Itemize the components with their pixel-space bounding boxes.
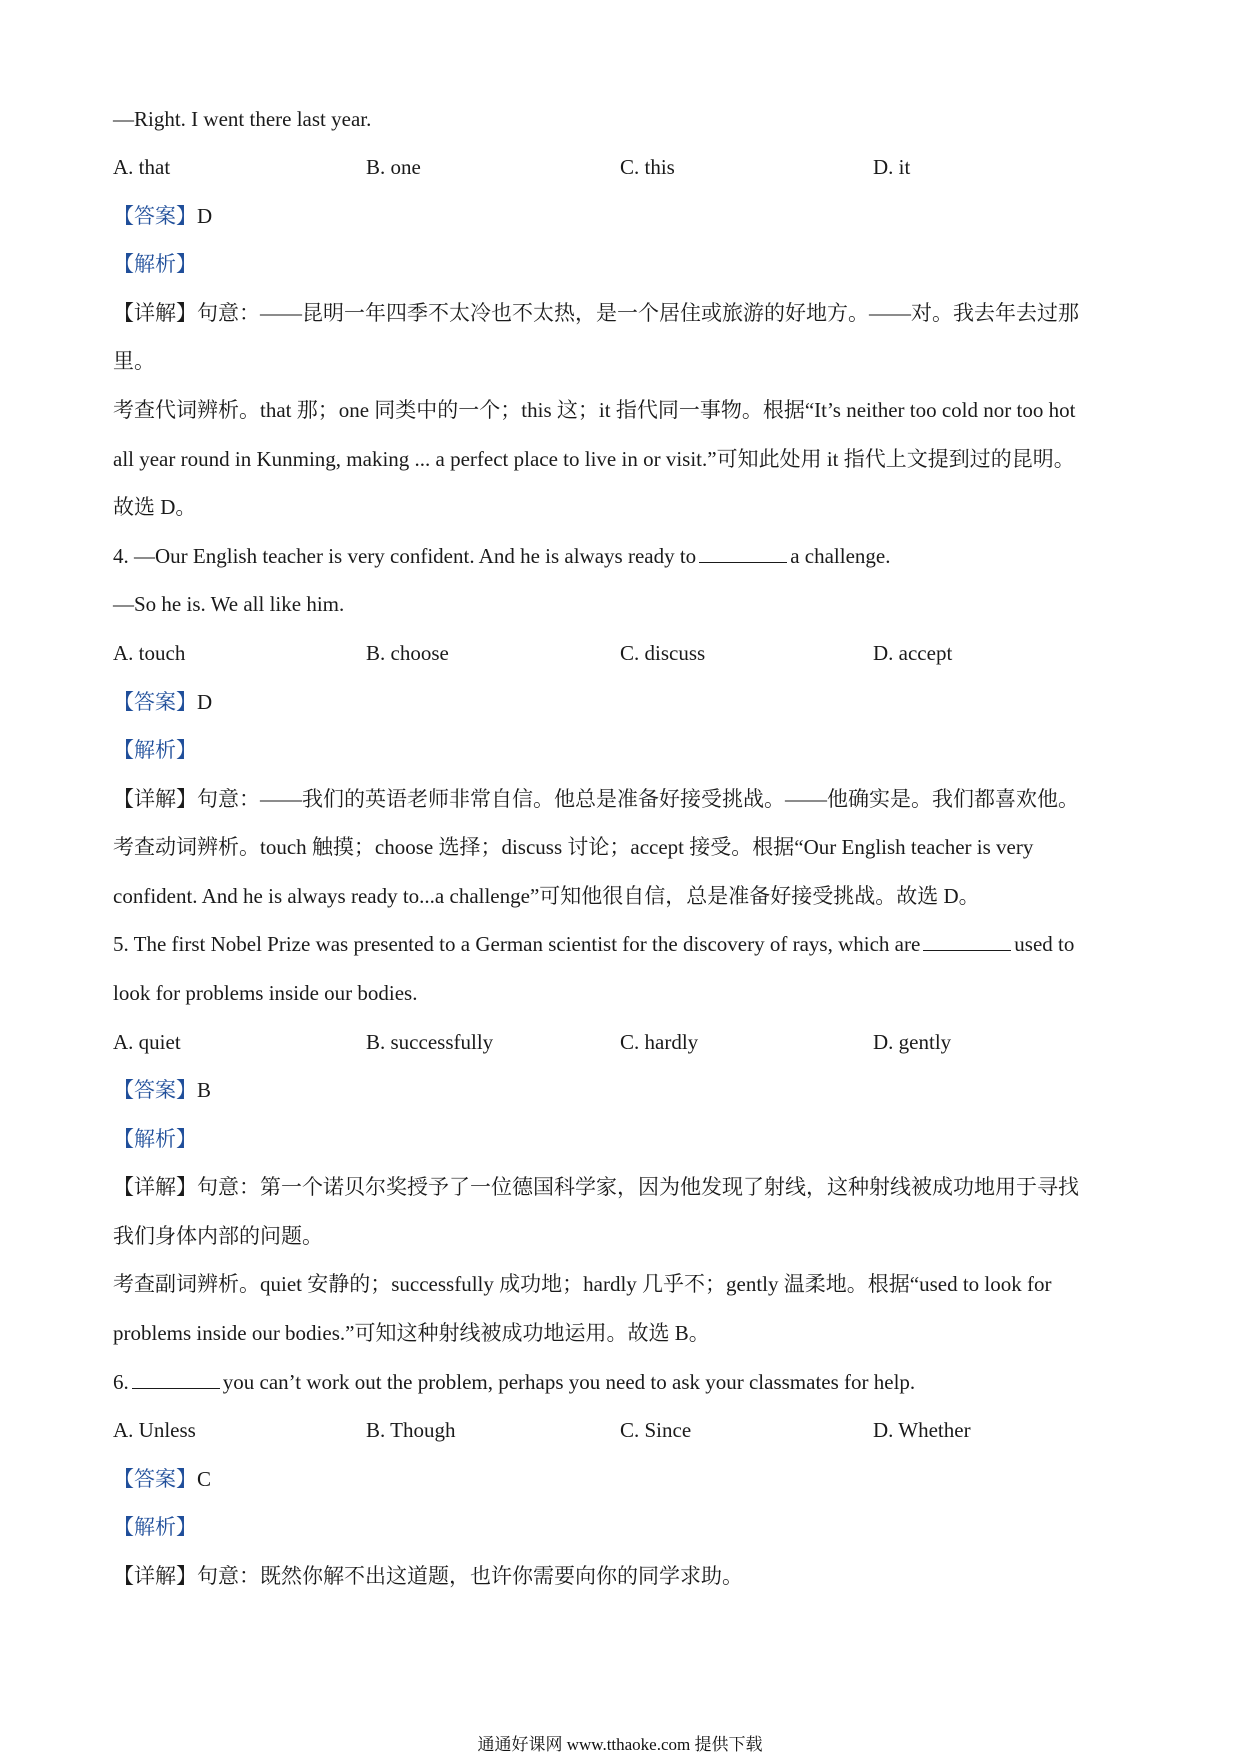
answer-value: D (197, 690, 213, 714)
q4-option-a: A. touch (113, 641, 186, 665)
answer-value: C (197, 1467, 212, 1491)
q5-question-cont: look for problems inside our bodies. (113, 981, 418, 1005)
q3-analysis-heading (113, 251, 1123, 277)
detail-text: 句意：——我们的英语老师非常自信。他总是准备好接受挑战。——他确实是。我们都喜欢他。 (197, 787, 1079, 811)
q6-blank (132, 1370, 220, 1389)
q4-explain-2: confident. And he is always ready to...a challenge”可知他很自信，总是准备好接受挑战。故选 D。 (113, 884, 980, 908)
q3-option-a: A. that (113, 155, 171, 179)
q3-reply: —Right. I went there last year. (113, 107, 372, 131)
q6-option-b: B. Though (366, 1418, 456, 1442)
q5-options (113, 1029, 1123, 1055)
q6-options (113, 1417, 1123, 1443)
q4-analysis-heading (113, 737, 1123, 763)
q4-option-d: D. accept (873, 641, 953, 665)
q5-explain-1: 考查副词辨析。quiet 安静的；successfully 成功地；hardly 几乎不；gently 温柔地。根据“used to look for (113, 1272, 1052, 1296)
q3-option-b: B. one (366, 155, 421, 179)
q5-question-post: used to (1014, 932, 1075, 956)
page-footer: 通通好课网 www.tthaoke.com 提供下载 (477, 1735, 763, 1754)
answer-tag: 【答案】 (113, 690, 197, 714)
q5-answer (113, 1077, 1123, 1103)
detail-tag: 【详解】 (113, 1175, 197, 1199)
q3-explain-2: all year round in Kunming, making ... a perfect place to live in or visit.”可知此处用 it 指代上文提到过的昆明。 (113, 447, 1075, 471)
q4-detail (113, 786, 1123, 812)
q6-option-d: D. Whether (873, 1418, 971, 1442)
q6-detail (113, 1563, 1123, 1589)
q4-question-pre: 4. —Our English teacher is very confident. And he is always ready to (113, 544, 697, 568)
q5-detail (113, 1174, 1123, 1200)
q3-answer (113, 203, 1123, 229)
q5-blank (923, 932, 1011, 951)
answer-value: B (197, 1078, 212, 1102)
detail-tag: 【详解】 (113, 301, 197, 325)
q6-question-pre: 6. (113, 1370, 129, 1394)
q6-question (113, 1369, 1123, 1395)
q3-option-d: D. it (873, 155, 911, 179)
q4-options (113, 640, 1123, 666)
detail-tag: 【详解】 (113, 787, 197, 811)
q4-explain-1: 考查动词辨析。touch 触摸；choose 选择；discuss 讨论；accept 接受。根据“Our English teacher is very (113, 835, 1034, 859)
analysis-tag: 【解析】 (113, 252, 197, 276)
q3-explain-3: 故选 D。 (113, 495, 197, 519)
q5-option-a: A. quiet (113, 1030, 181, 1054)
q3-options (113, 154, 1123, 180)
analysis-tag: 【解析】 (113, 738, 197, 762)
q5-option-c: C. hardly (620, 1030, 699, 1054)
q4-blank (699, 544, 787, 563)
analysis-tag: 【解析】 (113, 1515, 197, 1539)
analysis-tag: 【解析】 (113, 1127, 197, 1151)
detail-text: 句意：第一个诺贝尔奖授予了一位德国科学家，因为他发现了射线，这种射线被成功地用于寻找 (197, 1175, 1079, 1199)
q6-option-c: C. Since (620, 1418, 692, 1442)
q3-detail (113, 300, 1123, 326)
answer-tag: 【答案】 (113, 1078, 197, 1102)
q5-question-pre: 5. The first Nobel Prize was presented to a German scientist for the discovery of rays, which are (113, 932, 921, 956)
q6-answer (113, 1466, 1123, 1492)
detail-text: 句意：既然你解不出这道题，也许你需要向你的同学求助。 (197, 1564, 743, 1588)
q5-analysis-heading (113, 1126, 1123, 1152)
detail-tag: 【详解】 (113, 1564, 197, 1588)
q4-question-post: a challenge. (790, 544, 891, 568)
q4-question (113, 543, 1123, 569)
q5-explain-2: problems inside our bodies.”可知这种射线被成功地运用。故选 B。 (113, 1321, 710, 1345)
q4-reply: —So he is. We all like him. (113, 592, 345, 616)
q6-question-post: you can’t work out the problem, perhaps you need to ask your classmates for help. (222, 1370, 916, 1394)
q6-analysis-heading (113, 1514, 1123, 1540)
q5-detail-cont: 我们身体内部的问题。 (113, 1224, 323, 1248)
q4-option-b: B. choose (366, 641, 449, 665)
detail-text: 句意：——昆明一年四季不太冷也不太热，是一个居住或旅游的好地方。——对。我去年去过那 (197, 301, 1079, 325)
answer-value: D (197, 204, 213, 228)
answer-tag: 【答案】 (113, 204, 197, 228)
q5-option-d: D. gently (873, 1030, 952, 1054)
q4-answer (113, 689, 1123, 715)
q5-option-b: B. successfully (366, 1030, 494, 1054)
q6-option-a: A. Unless (113, 1418, 196, 1442)
answer-tag: 【答案】 (113, 1467, 197, 1491)
q5-question (113, 931, 1123, 957)
q4-option-c: C. discuss (620, 641, 706, 665)
q3-explain-1: 考查代词辨析。that 那；one 同类中的一个；this 这；it 指代同一事物。根据“It’s neither too cold nor too hot (113, 398, 1076, 422)
q3-option-c: C. this (620, 155, 675, 179)
q3-detail-cont: 里。 (113, 349, 155, 373)
